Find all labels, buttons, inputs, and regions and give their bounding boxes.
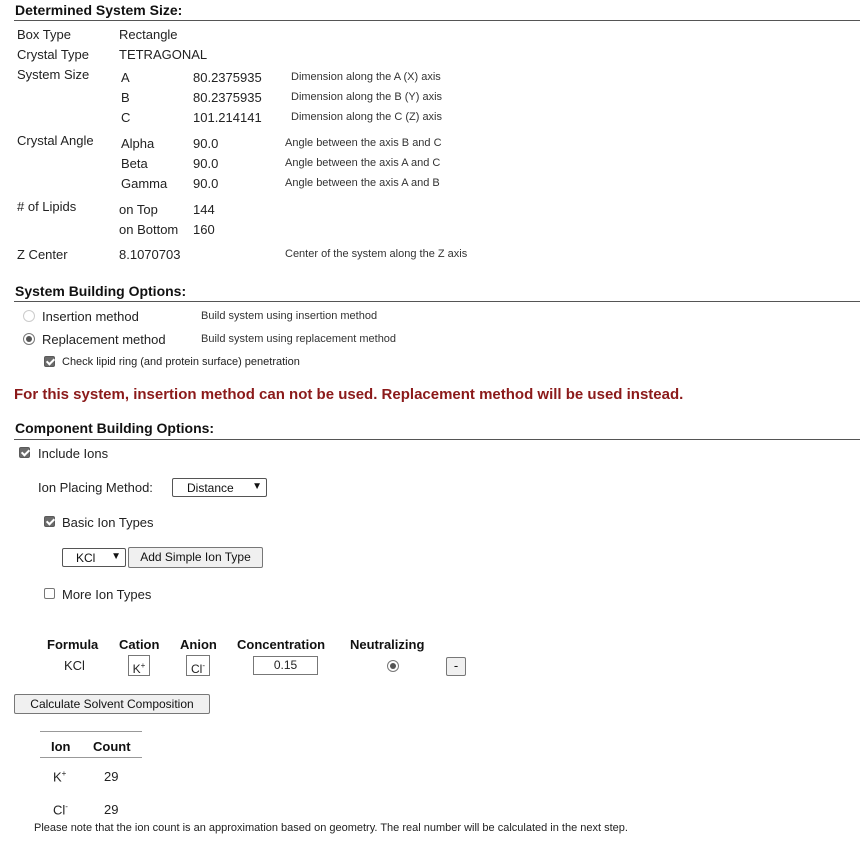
column-header-ion: Ion <box>51 739 71 754</box>
insertion-method-desc: Build system using insertion method <box>201 310 378 322</box>
z-center-label: Z Center <box>17 247 68 262</box>
lipid-value: 160 <box>193 222 215 237</box>
chevron-down-icon: ▼ <box>111 551 121 562</box>
include-ions-label[interactable]: Include Ions <box>38 446 109 461</box>
chevron-down-icon: ▼ <box>252 481 262 492</box>
crystal-angle-label: Crystal Angle <box>17 133 94 148</box>
column-header-neutralizing: Neutralizing <box>350 637 425 652</box>
insertion-method-label[interactable]: Insertion method <box>42 309 139 324</box>
more-ion-label[interactable]: More Ion Types <box>62 587 152 602</box>
divider <box>40 731 142 732</box>
column-header-count: Count <box>93 739 131 754</box>
box-type-label: Box Type <box>17 27 71 42</box>
warning-message: For this system, insertion method can not be used. Replacement method will be used instead. <box>14 386 684 403</box>
basic-ion-label[interactable]: Basic Ion Types <box>62 515 154 530</box>
basic-ion-checkbox[interactable] <box>44 516 55 527</box>
ion-charge: + <box>61 769 67 778</box>
count-cell: 29 <box>104 802 119 817</box>
dim-value: 101.214141 <box>193 110 262 125</box>
ion-type-select[interactable] <box>62 548 126 567</box>
column-header-formula: Formula <box>47 637 99 652</box>
include-ions-checkbox[interactable] <box>19 447 30 458</box>
penetration-checkbox[interactable] <box>44 356 55 367</box>
divider <box>14 439 860 440</box>
angle-name: Gamma <box>121 176 168 191</box>
ion-count-note: Please note that the ion count is an approximation based on geometry. The real number will be calculated in the next step. <box>34 822 628 834</box>
z-center-desc: Center of the system along the Z axis <box>285 248 468 260</box>
penetration-label[interactable]: Check lipid ring (and protein surface) penetration <box>62 356 300 368</box>
box-type-value: Rectangle <box>119 27 178 42</box>
lipids-label: # of Lipids <box>17 199 77 214</box>
formula-cell: KCl <box>64 658 85 673</box>
ion-placing-label: Ion Placing Method: <box>38 480 153 495</box>
remove-ion-button[interactable]: - <box>446 657 466 676</box>
count-cell: 29 <box>104 769 119 784</box>
column-header-concentration: Concentration <box>237 637 326 652</box>
ion-text: Cl <box>53 802 66 818</box>
lipid-value: 144 <box>193 202 215 217</box>
replacement-method-radio[interactable] <box>23 333 35 345</box>
dim-value: 80.2375935 <box>193 70 262 85</box>
concentration-input[interactable]: 0.15 <box>253 656 318 675</box>
dim-value: 80.2375935 <box>193 90 262 105</box>
angle-desc: Angle between the axis A and B <box>285 177 440 189</box>
ion-charge: - <box>65 802 68 811</box>
angle-desc: Angle between the axis B and C <box>285 137 442 149</box>
angle-name: Alpha <box>121 136 155 151</box>
crystal-type-value: TETRAGONAL <box>119 47 208 62</box>
dim-desc: Dimension along the C (Z) axis <box>291 111 443 123</box>
dim-name: A <box>121 70 130 85</box>
ion-placing-select[interactable] <box>172 478 267 497</box>
more-ion-checkbox[interactable] <box>44 588 55 599</box>
column-header-anion: Anion <box>180 637 217 652</box>
dim-desc: Dimension along the A (X) axis <box>291 71 441 83</box>
insertion-method-radio[interactable] <box>23 310 35 322</box>
ion-placing-value: Distance <box>187 481 234 495</box>
lipid-name: on Top <box>119 202 158 217</box>
dim-desc: Dimension along the B (Y) axis <box>291 91 443 103</box>
cation-text: K <box>132 662 141 676</box>
ion-text: K <box>53 769 62 785</box>
column-header-cation: Cation <box>119 637 160 652</box>
lipid-name: on Bottom <box>119 222 179 237</box>
neutralizing-radio[interactable] <box>387 660 399 672</box>
anion-text: Cl <box>190 662 203 676</box>
replacement-method-label[interactable]: Replacement method <box>42 332 166 347</box>
angle-value: 90.0 <box>193 156 219 171</box>
angle-value: 90.0 <box>193 176 219 191</box>
anion-field[interactable] <box>186 655 210 676</box>
divider <box>14 301 860 302</box>
dim-name: C <box>121 110 131 125</box>
angle-value: 90.0 <box>193 136 219 151</box>
cation-field[interactable] <box>128 655 150 676</box>
crystal-type-label: Crystal Type <box>17 47 90 62</box>
building-options-heading: System Building Options: <box>15 283 187 299</box>
system-size-label: System Size <box>17 67 90 82</box>
ion-type-value: KCl <box>76 551 96 565</box>
system-size-heading: Determined System Size: <box>15 2 183 18</box>
anion-charge: - <box>202 661 205 670</box>
angle-desc: Angle between the axis A and C <box>285 157 441 169</box>
ion-cell <box>53 769 66 784</box>
divider <box>40 757 142 758</box>
z-center-value: 8.1070703 <box>119 247 181 262</box>
calculate-solvent-button[interactable]: Calculate Solvent Composition <box>14 694 210 714</box>
divider <box>14 20 860 21</box>
replacement-method-desc: Build system using replacement method <box>201 333 397 345</box>
angle-name: Beta <box>121 156 148 171</box>
component-options-heading: Component Building Options: <box>15 420 215 436</box>
ion-cell <box>53 802 68 817</box>
add-simple-ion-button[interactable]: Add Simple Ion Type <box>128 547 263 568</box>
cation-charge: + <box>140 661 146 670</box>
dim-name: B <box>121 90 130 105</box>
